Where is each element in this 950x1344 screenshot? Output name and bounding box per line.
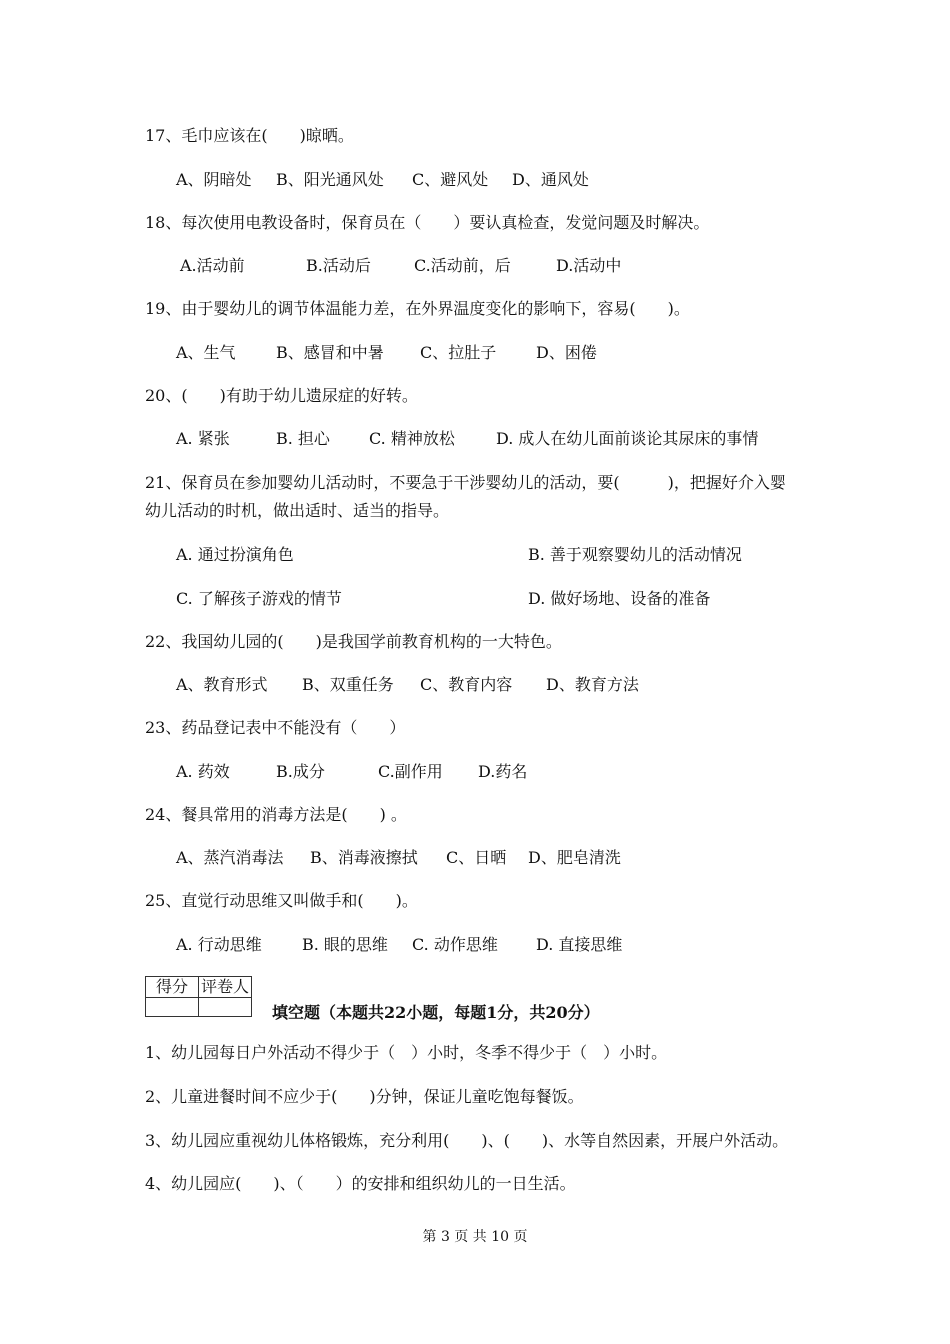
- question-22-option-c: C、教育内容: [420, 675, 513, 694]
- question-20-stem: 20、( )有助于幼儿遗尿症的好转。: [145, 386, 418, 405]
- question-21-option-b: B. 善于观察婴幼儿的活动情况: [528, 545, 742, 564]
- question-19-option-c: C、拉肚子: [420, 343, 497, 362]
- question-23-stem: 23、药品登记表中不能没有（ ）: [145, 718, 406, 737]
- question-21-option-d: D. 做好场地、设备的准备: [528, 589, 711, 608]
- question-20-option-d: D. 成人在幼儿面前谈论其尿床的事情: [496, 429, 759, 448]
- question-24-option-b: B、消毒液擦拭: [310, 848, 418, 867]
- question-17-option-a: A、阴暗处: [176, 170, 252, 189]
- question-21-option-c: C. 了解孩子游戏的情节: [176, 589, 342, 608]
- question-23-option-a: A. 药效: [176, 762, 230, 781]
- question-17-option-c: C、避风处: [412, 170, 489, 189]
- grader-label: 评卷人: [199, 977, 252, 998]
- question-20-option-a: A. 紧张: [176, 429, 230, 448]
- question-19-option-a: A、生气: [176, 343, 236, 362]
- question-22-option-d: D、教育方法: [546, 675, 639, 694]
- grader-cell: [199, 998, 252, 1017]
- question-25-option-b: B. 眼的思维: [302, 935, 388, 954]
- question-22-stem: 22、我国幼儿园的( )是我国学前教育机构的一大特色。: [145, 632, 562, 651]
- question-21-option-a: A. 通过扮演角色: [176, 545, 294, 564]
- question-18-stem: 18、每次使用电教设备时，保育员在（ ）要认真检查，发觉问题及时解决。: [145, 213, 710, 232]
- question-19-stem: 19、由于婴幼儿的调节体温能力差，在外界温度变化的影响下，容易( )。: [145, 299, 690, 318]
- section-title: 填空题（本题共22小题，每题1分，共20分）: [272, 1003, 600, 1022]
- question-24-option-d: D、肥皂清洗: [528, 848, 621, 867]
- question-19-option-d: D、困倦: [536, 343, 597, 362]
- score-cell: [146, 998, 199, 1017]
- fill-question-3: 3、幼儿园应重视幼儿体格锻炼，充分利用( )、( )、水等自然因素，开展户外活动。: [145, 1131, 789, 1150]
- question-25-stem: 25、直觉行动思维又叫做手和( )。: [145, 891, 418, 910]
- question-25-option-a: A. 行动思维: [176, 935, 262, 954]
- question-18-option-c: C.活动前，后: [414, 256, 511, 275]
- question-17-option-d: D、通风处: [512, 170, 589, 189]
- question-23-option-d: D.药名: [478, 762, 528, 781]
- score-label: 得分: [146, 977, 199, 998]
- question-20-option-c: C. 精神放松: [369, 429, 455, 448]
- fill-question-1: 1、幼儿园每日户外活动不得少于（ ）小时，冬季不得少于（ ）小时。: [145, 1043, 668, 1062]
- question-23-option-c: C.副作用: [378, 762, 443, 781]
- question-17-option-b: B、阳光通风处: [276, 170, 384, 189]
- page-footer: 第 3 页 共 10 页: [422, 1229, 528, 1245]
- question-20-option-b: B. 担心: [276, 429, 330, 448]
- question-22-option-a: A、教育形式: [176, 675, 268, 694]
- fill-question-2: 2、儿童进餐时间不应少于( )分钟，保证儿童吃饱每餐饭。: [145, 1087, 584, 1106]
- question-21-stem-continued: 幼儿活动的时机，做出适时、适当的指导。: [145, 501, 450, 520]
- question-19-option-b: B、感冒和中暑: [276, 343, 384, 362]
- question-24-option-a: A、蒸汽消毒法: [176, 848, 284, 867]
- question-24-stem: 24、餐具常用的消毒方法是( ) 。: [145, 805, 407, 824]
- question-17-stem: 17、毛巾应该在( )晾晒。: [145, 126, 354, 145]
- question-21-stem: 21、保育员在参加婴幼儿活动时，不要急于干涉婴幼儿的活动，要( )，把握好介入婴: [145, 473, 786, 492]
- question-24-option-c: C、日晒: [446, 848, 507, 867]
- question-25-option-c: C. 动作思维: [412, 935, 498, 954]
- question-18-option-b: B.活动后: [306, 256, 371, 275]
- score-box: [145, 976, 252, 1017]
- question-22-option-b: B、双重任务: [302, 675, 394, 694]
- question-18-option-a: A.活动前: [180, 256, 245, 275]
- question-18-option-d: D.活动中: [556, 256, 622, 275]
- question-25-option-d: D. 直接思维: [536, 935, 623, 954]
- question-23-option-b: B.成分: [276, 762, 325, 781]
- fill-question-4: 4、幼儿园应( )、（ ）的安排和组织幼儿的一日生活。: [145, 1174, 576, 1193]
